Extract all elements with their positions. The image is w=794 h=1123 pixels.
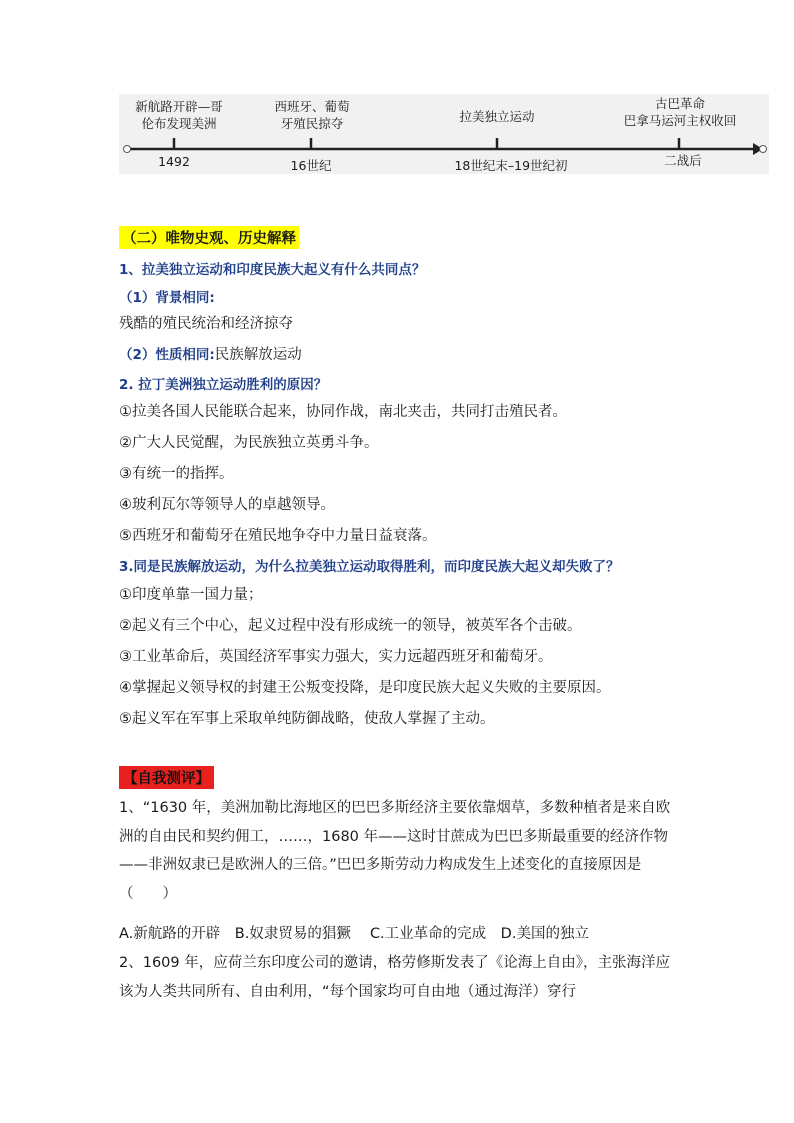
event-2-line2: 牙殖民掠夺	[280, 116, 344, 131]
timeline-end-dot	[760, 146, 767, 153]
q2-item-3: ③有统一的指挥。	[119, 466, 234, 482]
q2-item-2: ②广大人民觉醒，为民族独立英勇斗争。	[119, 435, 379, 451]
timeline-start-dot	[124, 146, 131, 153]
q3-item-5: ⑤起义军在军事上采取单纯防御战略，使敌人掌握了主动。	[119, 711, 495, 727]
q1-background-text: 残酷的殖民统治和经济掠夺	[119, 316, 293, 332]
q3-item-3: ③工业革命后，英国经济军事实力强大，实力远超西班牙和葡萄牙。	[119, 649, 553, 665]
question-1: 1、拉美独立运动和印度民族大起义有什么共同点？	[119, 262, 426, 278]
timeline-event-1	[135, 98, 223, 132]
timeline	[119, 94, 769, 174]
q1-nature-label: （2）性质相同:	[119, 347, 215, 363]
selftest-q1-options: A.新航路的开辟 B.奴隶贸易的猖獗 C.工业革命的完成 D.美国的独立	[119, 926, 589, 942]
q1-nature-row	[119, 343, 302, 364]
selftest-question-2: 2、1609 年，应荷兰东印度公司的邀请，格劳修斯发表了《论海上自由》，主张海洋应该为人类共同所有、自由利用，“每个国家均可自由地（通过海洋）穿行	[119, 955, 670, 1000]
question-2: 2. 拉丁美洲独立运动胜利的原因？	[119, 377, 328, 393]
q3-item-2: ②起义有三个中心，起义过程中没有形成统一的领导，被英军各个击破。	[119, 618, 582, 634]
timeline-year-3: 18世纪末–19世纪初	[454, 158, 568, 173]
q2-item-1: ①拉美各国人民能联合起来，协同作战，南北夹击，共同打击殖民者。	[119, 404, 567, 420]
timeline-event-4	[624, 95, 737, 129]
q1-nature-text: 民族解放运动	[214, 347, 302, 363]
section-title: （二）唯物史观、历史解释	[119, 226, 299, 249]
q1-background-label: （1）背景相同:	[119, 290, 215, 306]
timeline-event-3	[459, 108, 534, 125]
event-4-line2: 巴拿马运河主权收回	[623, 113, 737, 128]
event-1-line2: 伦布发现美洲	[141, 116, 217, 131]
event-1-line1: 新航路开辟—哥	[135, 99, 223, 114]
selftest-header: 【自我测评】	[119, 766, 214, 789]
event-3-line1: 拉美独立运动	[459, 109, 535, 124]
q2-item-4: ④玻利瓦尔等领导人的卓越领导。	[119, 497, 335, 513]
timeline-year-1: 1492	[158, 154, 190, 169]
event-4-line1: 古巴革命	[654, 96, 706, 111]
timeline-year-2: 16世纪	[290, 158, 332, 173]
event-2-line1: 西班牙、葡萄	[274, 99, 350, 114]
timeline-event-2	[274, 98, 349, 132]
q2-item-5: ⑤西班牙和葡萄牙在殖民地争夺中力量日益衰落。	[119, 528, 437, 544]
q3-item-4: ④掌握起义领导权的封建王公叛变投降，是印度民族大起义失败的主要原因。	[119, 680, 611, 696]
timeline-year-4: 二战后	[664, 153, 702, 168]
question-3: 3.同是民族解放运动，为什么拉美独立运动取得胜利，而印度民族大起义却失败了？	[119, 559, 620, 575]
q3-item-1: ①印度单靠一国力量；	[119, 587, 263, 603]
selftest-question-1: 1、“1630 年，美洲加勒比海地区的巴巴多斯经济主要依靠烟草，多数种植者是来自欧洲的自由民和契约佣工，……，1680 年——这时甘蔗成为巴巴多斯最重要的经济作物——非洲奴隶已是欧洲人的三倍。”巴巴多斯劳动力构成发生上述变化的直接原因是（ ）	[119, 800, 671, 902]
